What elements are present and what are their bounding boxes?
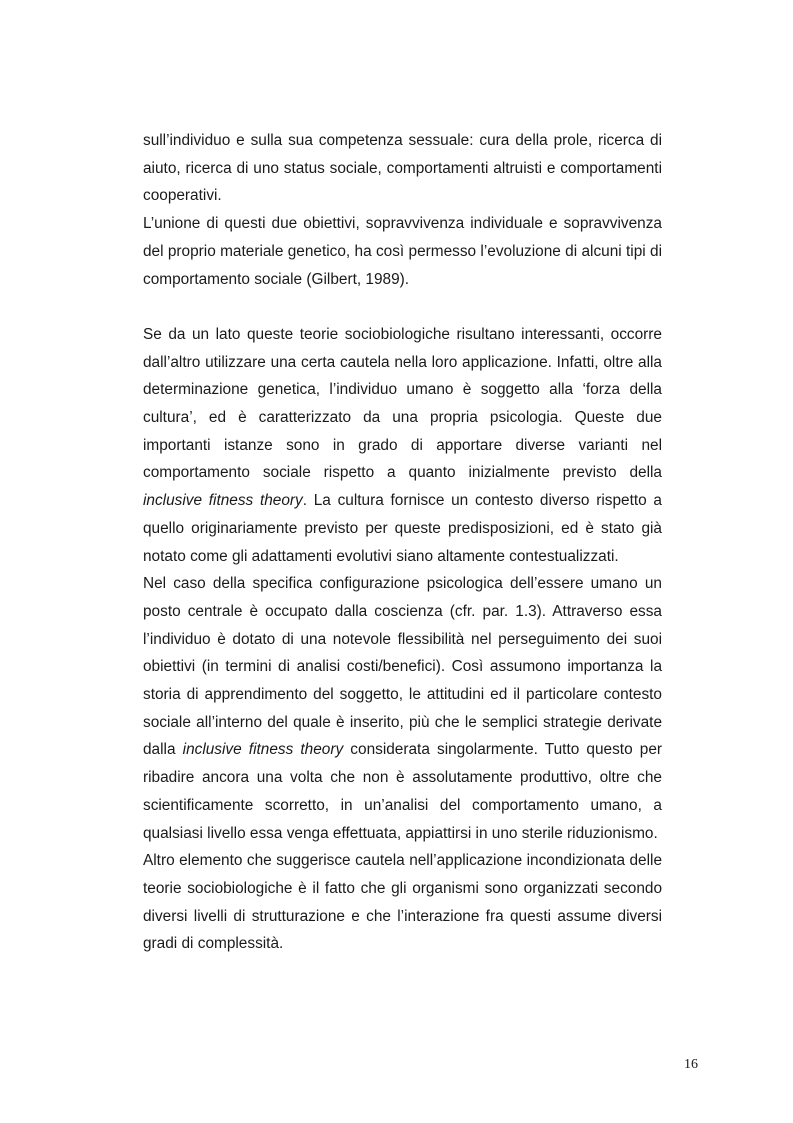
- italic-term: inclusive fitness theory: [143, 492, 303, 510]
- paragraph-4: [143, 570, 662, 847]
- paragraph-text: Altro elemento che suggerisce cautela nell’applicazione incondizionata delle teorie sociobiologiche è il fatto che gli organismi sono organizzati secondo diversi livelli di strutturazione e che l’interazione fra questi assume diversi gradi di complessità.: [143, 852, 662, 953]
- paragraph-text: Se da un lato queste teorie sociobiologiche risultano interessanti, occorre dall’altro utilizzare una certa cautela nella loro applicazione. Infatti, oltre alla determinazione genetica, l’individuo umano è soggetto alla ‘forza della cultura’, ed è caratterizzato da una propria psicologia. Queste due importanti istanze sono in grado di apportare diverse varianti nel comportamento sociale rispetto a quanto inizialmente previsto della: [143, 325, 662, 482]
- paragraph-text: L’unione di questi due obiettivi, sopravvivenza individuale e sopravvivenza del proprio materiale genetico, ha così permesso l’evoluzione di alcuni tipi di comportamento sociale (Gilbert, 1989).: [143, 215, 662, 288]
- paragraph-text: considerata singolarmente. Tutto questo per ribadire ancora una volta che non è assolutamente produttivo, oltre che scientificamente scorretto, in un’analisi del comportamento umano, a qualsiasi livello essa venga effettuata, appiattirsi in uno sterile riduzionismo.: [143, 741, 662, 842]
- paragraph-text: sull’individuo e sulla sua competenza sessuale: cura della prole, ricerca di aiuto, ricerca di uno status sociale, comportamenti altruisti e comportamenti cooperativi.: [143, 132, 662, 205]
- body-text: [143, 127, 662, 958]
- paragraph-1: [143, 127, 662, 210]
- paragraph-2: [143, 210, 662, 293]
- italic-term: inclusive fitness theory: [182, 741, 344, 759]
- page-number: 16: [684, 1057, 698, 1072]
- paragraph-text: . La cultura fornisce un contesto diverso rispetto a quello originariamente previsto per queste predisposizioni, ed è stato già notato come gli adattamenti evolutivi siano altamente contestualizzati.: [143, 492, 662, 565]
- paragraph-text: Nel caso della specifica configurazione psicologica dell’essere umano un posto centrale è occupato dalla coscienza (cfr. par. 1.3). Attraverso essa l’individuo è dotato di una notevole flessibilità nel perseguimento dei suoi obiettivi (in termini di analisi costi/benefici). Così assumono importanza la storia di apprendimento del soggetto, le attitudini ed il particolare contesto sociale all’interno del quale è inserito, più che le semplici strategie derivate dalla: [143, 575, 662, 759]
- paragraph-5: [143, 847, 662, 958]
- paragraph-3: [143, 321, 662, 570]
